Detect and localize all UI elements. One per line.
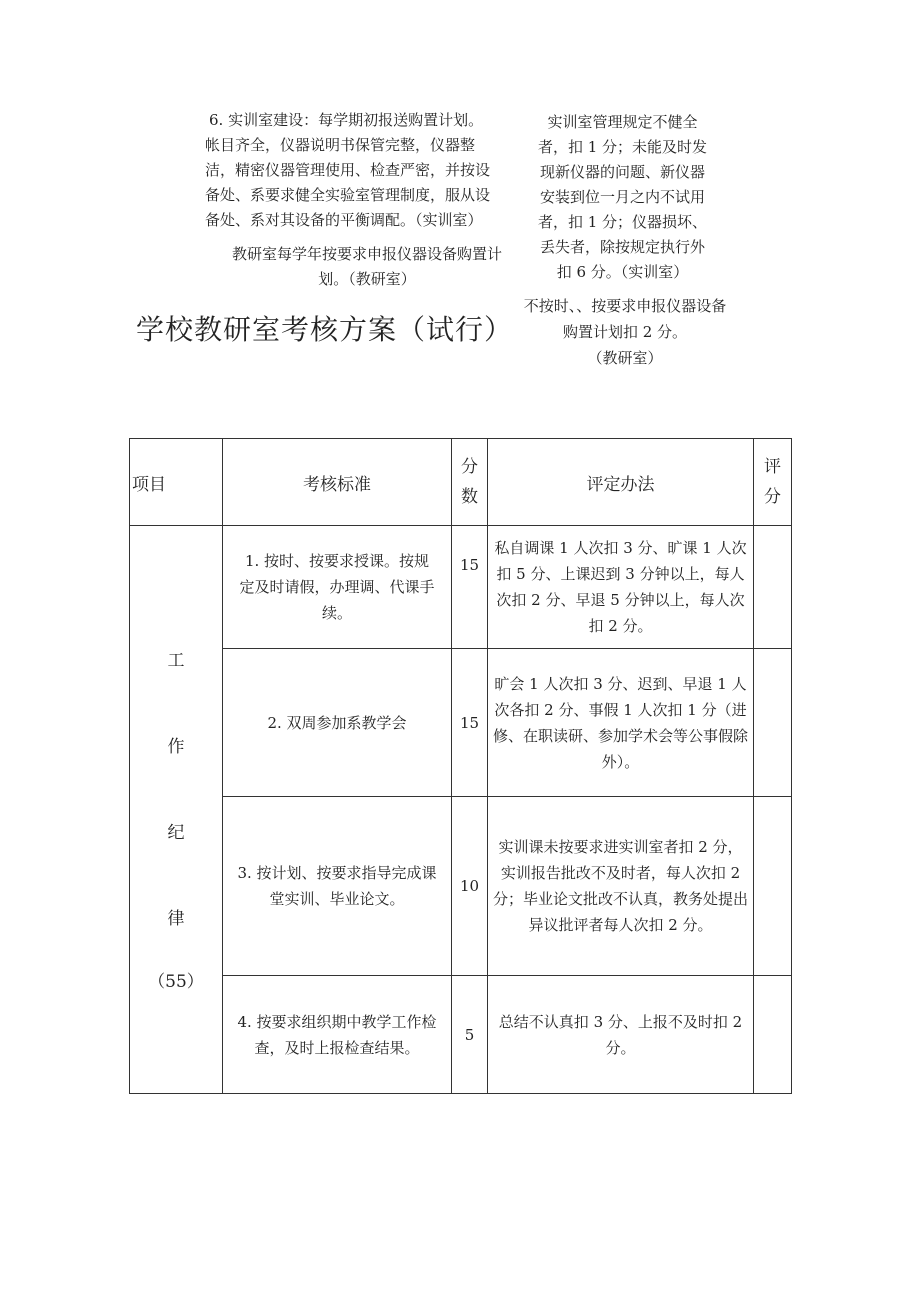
text-line: 帐目齐全，仪器说明书保管完整，仪器整 [205,136,476,154]
text-line: 划。（教研室） [318,270,416,288]
standard-cell: 3. 按计划、按要求指导完成课堂实训、毕业论文。 [223,797,452,976]
standard-cell: 1. 按时、按要求授课。按规定及时请假，办理调、代课手续。 [223,526,452,649]
header-standard: 考核标准 [223,439,452,526]
grade-cell[interactable] [754,797,792,976]
header-score-part: 数 [461,487,478,507]
table-header-row [130,439,792,526]
method-cell: 实训课未按要求进实训室者扣 2 分，实训报告批改不及时者，每人次扣 2 分；毕业论文批改不认真，教务处提出异议批评者每人次扣 2 分。 [488,797,754,976]
header-method: 评定办法 [488,439,754,526]
purchase-plan-penalty [510,293,740,371]
score-cell: 15 [452,649,488,797]
text-line: （教研室） [587,349,663,367]
category-work-discipline [130,526,223,1094]
grade-cell[interactable] [754,649,792,797]
header-grade [754,439,792,526]
text-line: 教研室每学年按要求申报仪器设备购置计 [231,245,502,263]
text-line: 现新仪器的问题、新仪器 [539,163,705,181]
text-line: 购置计划扣 2 分。 [562,323,688,341]
text-line: 不按时、、按要求申报仪器设备 [523,297,727,315]
header-grade-part: 分 [764,487,781,507]
method-cell: 私自调课 1 人次扣 3 分、旷课 1 人次扣 5 分、上课迟到 3 分钟以上，每人次扣 2 分、早退 5 分钟以上，每人次扣 2 分。 [488,526,754,649]
grade-cell[interactable] [754,526,792,649]
table-row [130,649,792,797]
category-char: 工 [167,650,185,671]
text-line: 丢失者，除按规定执行外 [539,238,705,256]
purchase-plan-standard [222,242,512,292]
text-line: 者，扣 1 分；未能及时发 [537,138,708,156]
table-row [130,526,792,649]
category-char: 纪 [167,822,185,843]
header-score-part: 分 [461,457,478,477]
score-cell: 5 [452,976,488,1094]
table-row [130,797,792,976]
category-char: 作 [167,736,185,757]
text-line: 备处、系对其设备的平衡调配。（实训室） [205,211,483,229]
header-score [452,439,488,526]
assessment-table [129,438,792,1094]
method-cell: 总结不认真扣 3 分、上报不及时扣 2 分。 [488,976,754,1094]
standard-cell: 2. 双周参加系教学会 [223,649,452,797]
text-line: 6. 实训室建设：每学期初报送购置计划。 [209,111,484,129]
lab-construction-standard [205,108,510,233]
score-cell: 10 [452,797,488,976]
score-cell: 15 [452,526,488,649]
header-grade-part: 评 [764,457,781,477]
text-line: 洁，精密仪器管理使用、检查严密，并按设 [205,161,491,179]
grade-cell[interactable] [754,976,792,1094]
category-char: 律 [167,908,185,929]
page-title: 学校教研室考核方案（试行） [136,313,514,346]
text-line: 安装到位一月之内不试用 [539,188,705,206]
method-cell: 旷会 1 人次扣 3 分、迟到、早退 1 人次各扣 2 分、事假 1 人次扣 1 分（进修、在职读研、参加学术会等公事假除外）。 [488,649,754,797]
text-line: 扣 6 分。（实训室） [556,263,689,281]
table-row [130,976,792,1094]
lab-management-penalty [520,110,725,285]
standard-cell: 4. 按要求组织期中教学工作检查，及时上报检查结果。 [223,976,452,1094]
text-line: 备处、系要求健全实验室管理制度，服从设 [205,186,491,204]
text-line: 实训室管理规定不健全 [547,113,698,131]
text-line: 者，扣 1 分；仪器损坏、 [537,213,708,231]
category-score: （55） [148,971,204,992]
header-project: 项目 [130,439,223,526]
